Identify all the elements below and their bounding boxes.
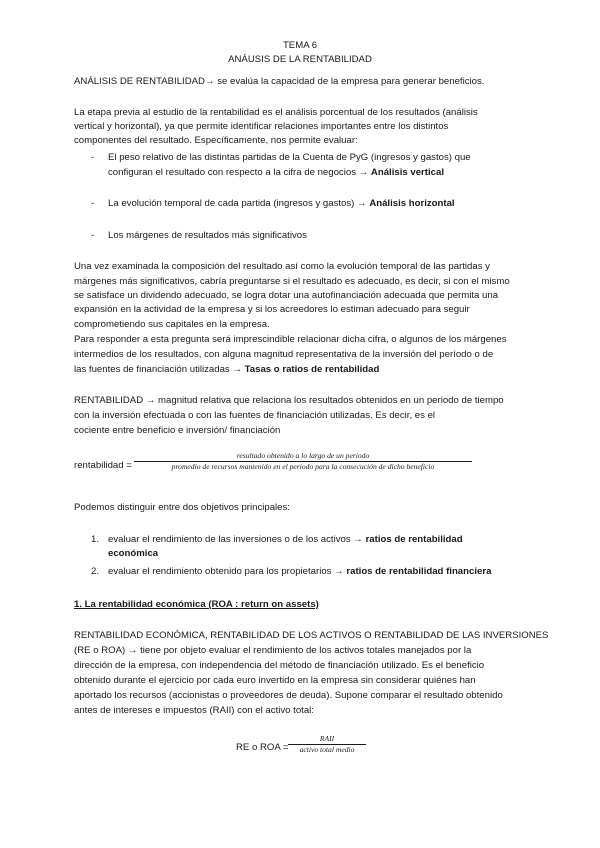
para3-line-1: RENTABILIDAD → magnitud relativa que relaciona los resultados obtenidos en un periodo de tiempo: [74, 395, 504, 406]
bullet-marker: -: [91, 152, 95, 163]
para1-line-3: componentes del resultado. Específicamente, nos permite evaluar:: [74, 135, 358, 146]
para2-line-1: Una vez examinada la composición del resultado así como la evolución temporal de las partidas y: [74, 261, 490, 272]
objective-1-bold: ratios de rentabilidad: [365, 534, 463, 545]
para2-line-7: intermedios de los resultados, con alguna magnitud representativa de la inversión del período o de: [74, 349, 494, 360]
formula1-lhs: rentabilidad =: [74, 460, 132, 471]
bullet-3-line-1: Los márgenes de resultados más significativos: [108, 230, 307, 241]
bullet-1-line-1: El peso relativo de las distintas partidas de la Cuenta de PyG (ingresos y gastos) que: [108, 152, 471, 163]
objective-1-number: 1.: [91, 534, 100, 545]
section-1-heading: [74, 598, 319, 611]
objective-2-line-1: [108, 565, 491, 578]
bullet-1-line-2: [108, 166, 444, 179]
bullet-marker: -: [91, 230, 95, 241]
para2-line-6: Para responder a esta pregunta será imprescindible relacionar dicha cifra, o algunos de los márgenes: [74, 334, 507, 345]
section-1-line-3: dirección de la empresa, con independencia del método de financiación utilizado. Es el beneficio: [74, 660, 485, 671]
para1-line-2: vertical y horizontal), ya que permite identificar relaciones importantes entre los distintos: [74, 121, 449, 132]
section-1-line-1: RENTABILIDAD ECONÓMICA, RENTABILIDAD DE LOS ACTIVOS O RENTABILIDAD DE LAS INVERSIONES: [74, 630, 549, 641]
formula1-numerator: resultado obtenido a lo largo de un periodo: [236, 451, 370, 460]
bullet-2-line-1: [108, 197, 455, 210]
objective-2-bold: ratios de rentabilidad financiera: [346, 566, 492, 577]
section-1-line-2: (RE o ROA) → tiene por objeto evaluar el rendimiento de los activos totales manejados por la: [74, 645, 472, 656]
objectives-intro: Podemos distinguir entre dos objetivos principales:: [74, 502, 290, 513]
formula2-denominator: activo total medio: [299, 745, 355, 754]
section-1-line-6: antes de intereses e impuestos (RAII) con el activo total:: [74, 705, 314, 716]
objective-2-number: 2.: [91, 566, 100, 577]
para3-line-3: cociente entre beneficio e inversión/ financiación: [74, 425, 281, 436]
para2-line-8: [74, 363, 379, 376]
objective-1-line-1: [108, 533, 463, 546]
intro-text: → se evalúa la capacidad de la empresa para generar beneficios.: [204, 76, 485, 87]
formula2-numerator: RAII: [319, 734, 335, 743]
intro-label: ANÁLISIS DE RENTABILIDAD: [74, 76, 205, 87]
objective-1-bold-cont: económica: [108, 548, 159, 559]
section-1-line-4: obtenido durante el ejercicio por cada euro invertido en la empresa sin considerar quiénes han: [74, 675, 476, 686]
objective-1-line-2: [108, 547, 158, 560]
bullet-marker: -: [91, 198, 95, 209]
page-title: ANÁUSIS DE LA RENTABILIDAD: [228, 54, 372, 65]
objective-2-text: evaluar el rendimiento obtenido para los propietarios →: [108, 566, 347, 577]
para2-last-text: las fuentes de financiación utilizadas →: [74, 364, 245, 375]
bullet-1-bold: Análisis vertical: [370, 167, 444, 178]
para2-line-5: comprometiendo sus capitales en la empresa.: [74, 319, 270, 330]
tema-label: TEMA 6: [282, 40, 318, 51]
para2-last-bold: Tasas o ratios de rentabilidad: [244, 364, 380, 375]
intro-line: [74, 75, 484, 88]
para2-line-3: se satisface un dividendo adecuado, se logra dotar una autofinanciación adecuada que permita una: [74, 290, 499, 301]
bullet-2-bold: Análisis horizontal: [369, 198, 455, 209]
bullet-2-text: La evolución temporal de cada partida (ingresos y gastos) →: [108, 198, 370, 209]
formula1-fraction: [134, 451, 472, 472]
section-1-heading-text: 1. La rentabilidad económica (ROA : return on assets): [74, 599, 319, 610]
para2-line-4: expansión en la actividad de la empresa y si los acreedores lo estiman adecuado para seguir: [74, 304, 470, 315]
para2-line-2: márgenes más significativos, cabría preguntarse si el resultado es adecuado, es decir, si con el mismo: [74, 276, 510, 287]
bullet-1-text: configuran el resultado con respecto a la cifra de negocios →: [108, 167, 371, 178]
formula1-denominator: promedio de recursos mantenido en el periodo para la consecución de dicho beneficio: [171, 462, 435, 471]
para1-line-1: La etapa previa al estudio de la rentabilidad es el análisis porcentual de los resultados (análisis: [74, 107, 478, 118]
formula2-fraction: [288, 734, 366, 755]
para3-line-2: con la inversión efectuada o con las fuentes de financiación utilizadas. Es decir, es el: [74, 410, 436, 421]
objective-1-text: evaluar el rendimiento de las inversiones o de los activos →: [108, 534, 366, 545]
section-1-line-5: aportado los recursos (accionistas o proveedores de deuda). Supone comparar el resultado obtenido: [74, 690, 503, 701]
formula2-lhs: RE o ROA =: [236, 742, 289, 753]
